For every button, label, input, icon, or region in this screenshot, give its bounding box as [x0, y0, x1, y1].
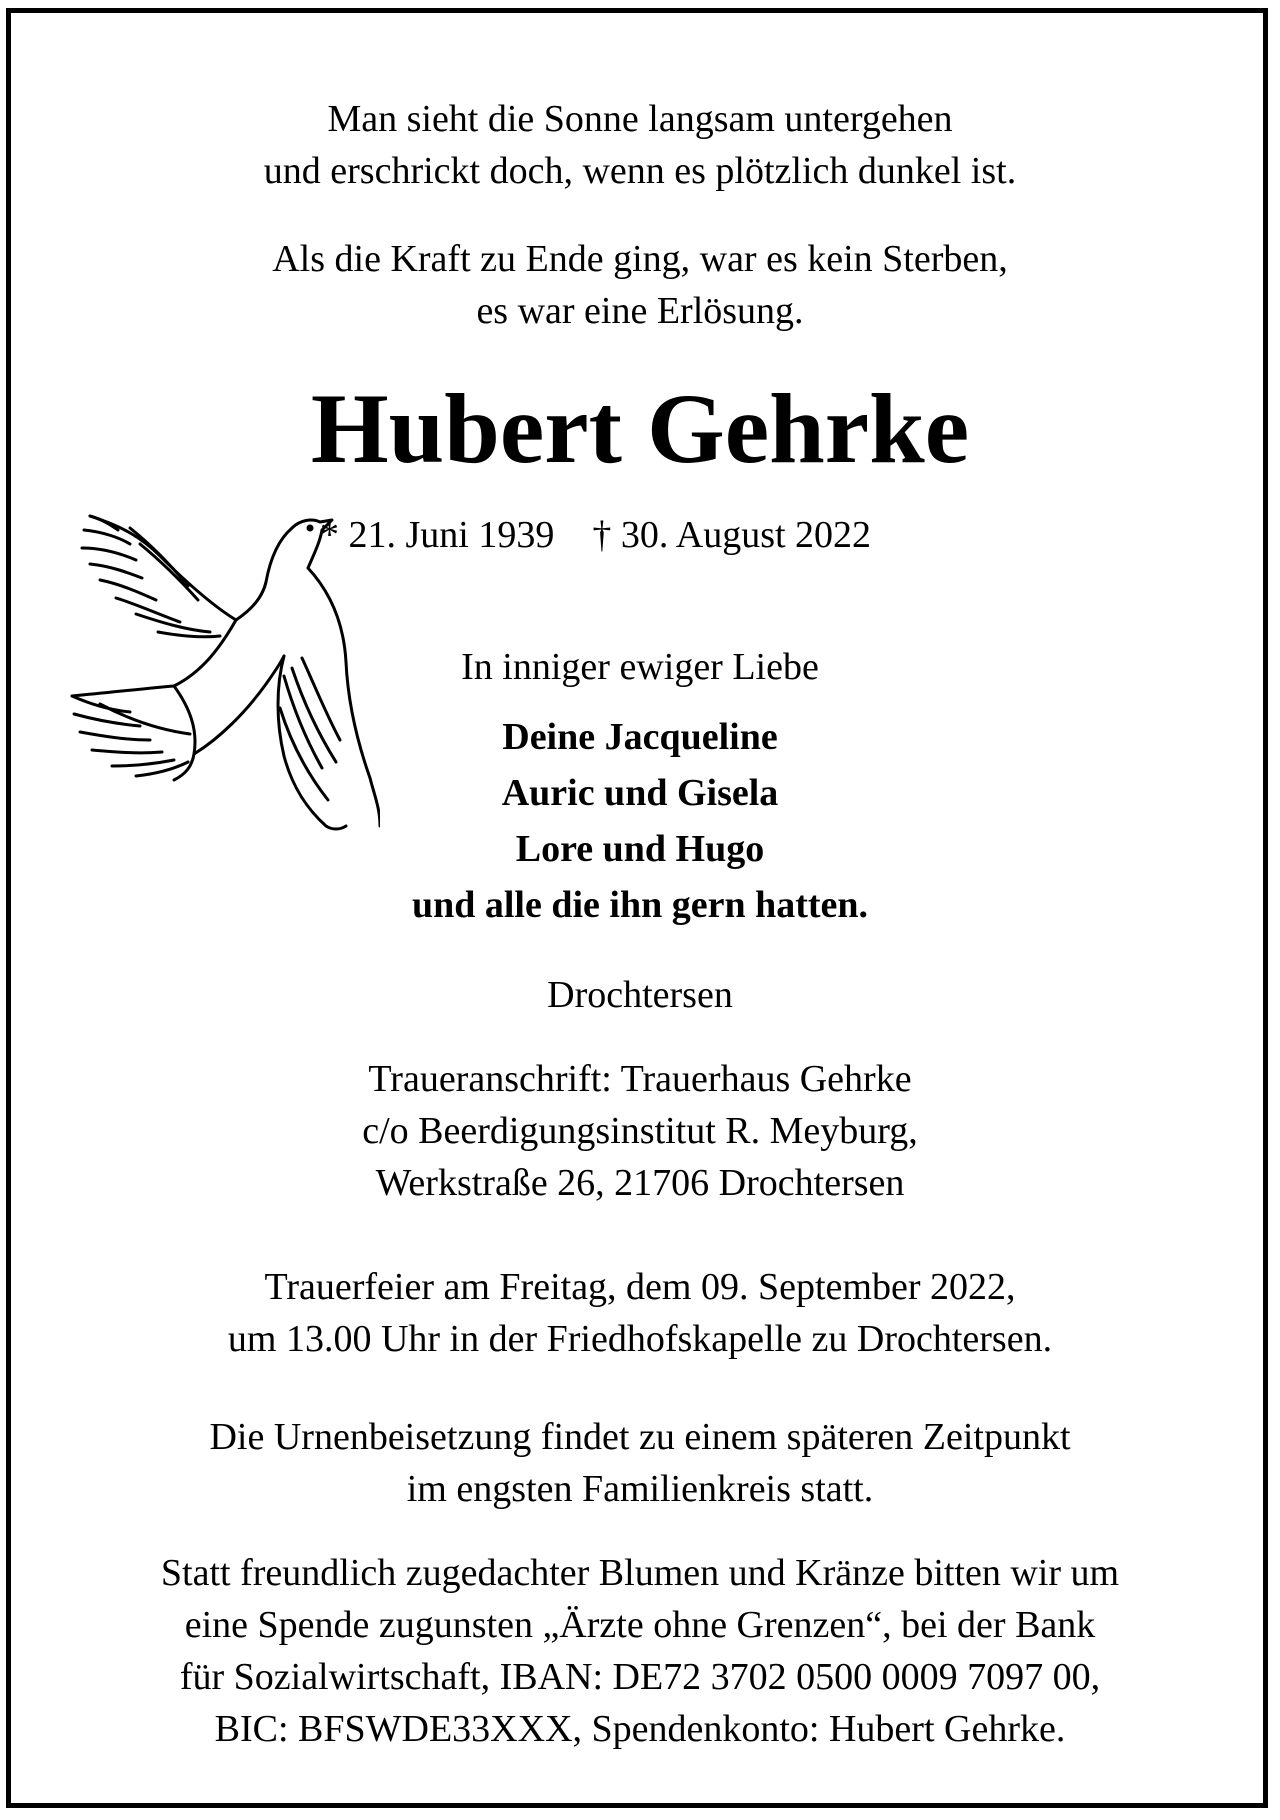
poem-line-4: es war eine Erlösung. [476, 290, 804, 332]
ceremony-line-2: um 13.00 Uhr in der Friedhofskapelle zu Drochtersen. [227, 1318, 1053, 1360]
mourner-name-1: Deine Jacqueline [502, 716, 778, 758]
mourner-name-4: und alle die ihn gern hatten. [411, 884, 869, 926]
deceased-name: Hubert Gehrke [310, 373, 970, 484]
poem-line-2: und erschrickt doch, wenn es plötzlich dunkel ist. [263, 150, 1017, 192]
address-line-3: Werkstraße 26, 21706 Drochtersen [375, 1162, 905, 1204]
mourners-intro: In inniger ewiger Liebe [461, 646, 819, 688]
life-dates [320, 512, 909, 558]
address-line-2: c/o Beerdigungsinstitut R. Meyburg, [362, 1110, 918, 1152]
burial-line-1: Die Urnenbeisetzung findet zu einem späteren Zeitpunkt [209, 1416, 1071, 1458]
place: Drochtersen [547, 974, 733, 1016]
donation-line-1: Statt freundlich zugedachter Blumen und Kränze bitten wir um [160, 1552, 1120, 1594]
birth-date: * 21. Juni 1939 [320, 514, 555, 556]
mourner-name-3: Lore und Hugo [515, 828, 765, 870]
donation-line-4: BIC: BFSWDE33XXX, Spendenkonto: Hubert Gehrke. [214, 1708, 1066, 1750]
poem-line-3: Als die Kraft zu Ende ging, war es kein Sterben, [272, 238, 1008, 280]
death-date: † 30. August 2022 [592, 514, 872, 556]
burial-line-2: im engsten Familienkreis statt. [406, 1468, 874, 1510]
address-line-1: Traueranschrift: Trauerhaus Gehrke [368, 1058, 912, 1100]
donation-line-3: für Sozialwirtschaft, IBAN: DE72 3702 0500 0009 7097 00, [179, 1656, 1101, 1698]
mourner-name-2: Auric und Gisela [501, 772, 779, 814]
donation-line-2: eine Spende zugunsten „Ärzte ohne Grenzen“, bei der Bank [184, 1604, 1096, 1646]
ceremony-line-1: Trauerfeier am Freitag, dem 09. September 2022, [264, 1266, 1016, 1308]
poem-line-1: Man sieht die Sonne langsam untergehen [327, 98, 953, 140]
